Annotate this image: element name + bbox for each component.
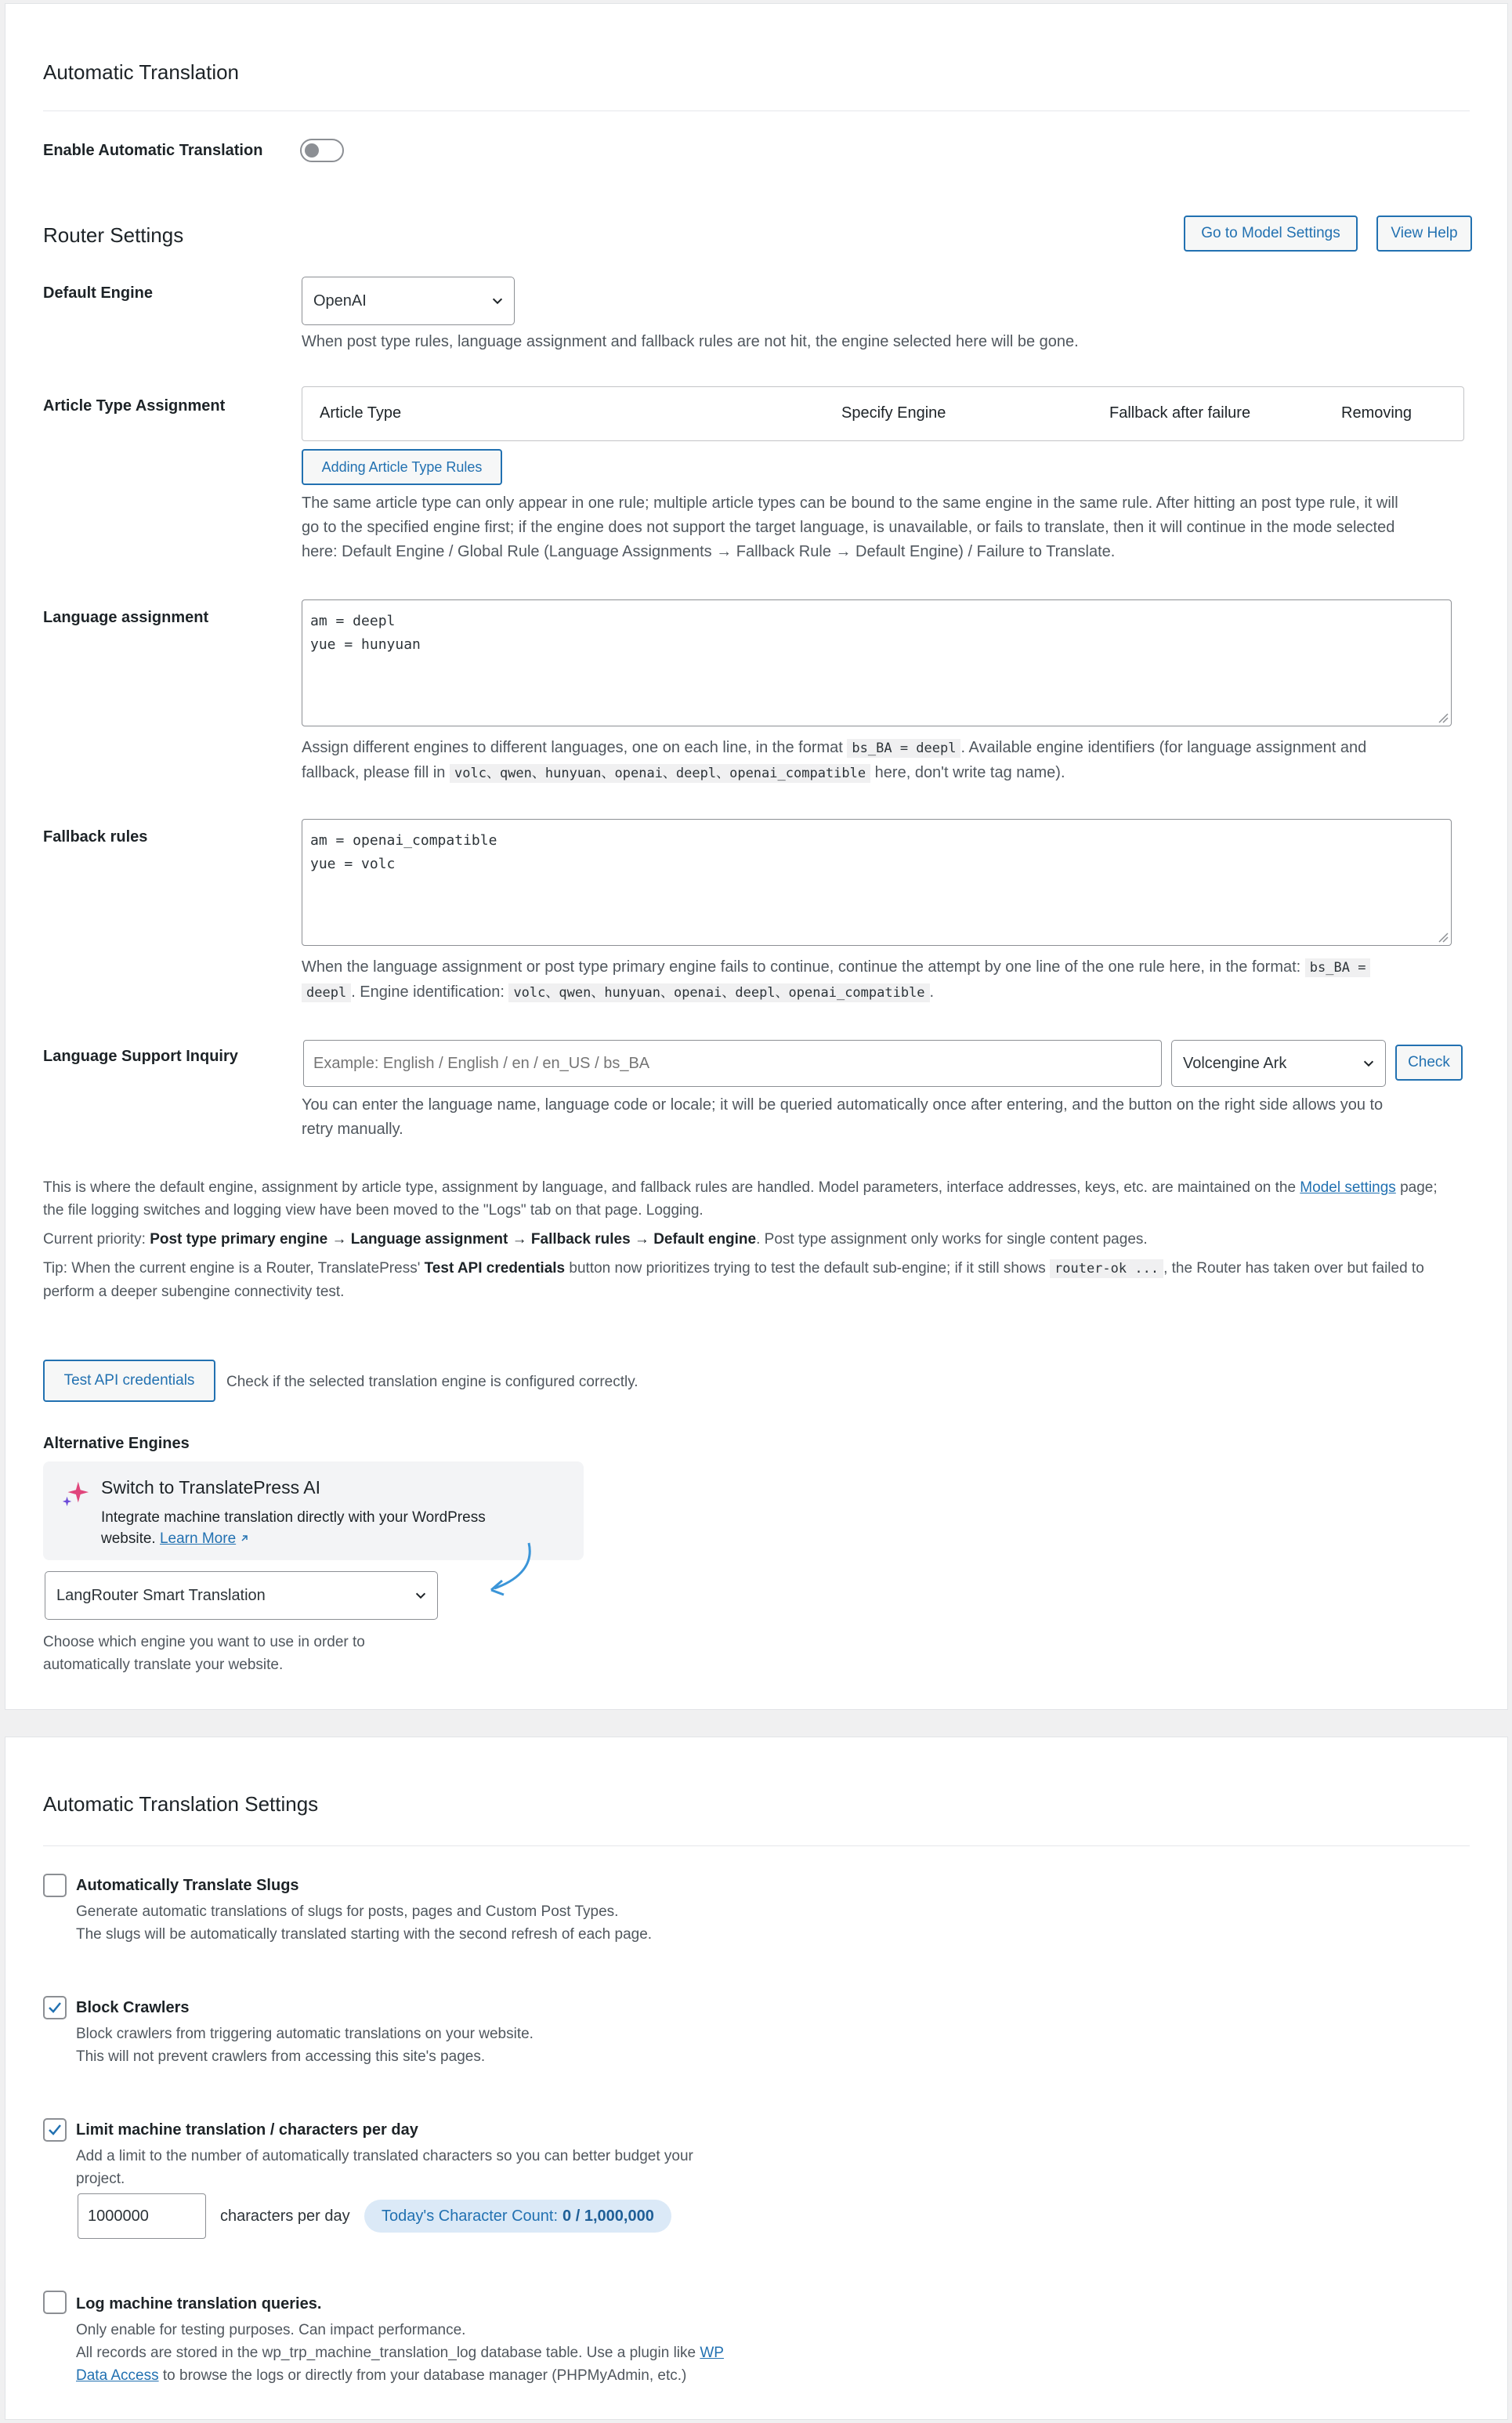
description-line: Block crawlers from triggering automatic translations on your website. — [76, 2026, 534, 2042]
test-api-credentials-button[interactable]: Test API credentials — [43, 1360, 215, 1402]
code-format-example: deepl — [302, 983, 351, 1002]
column-header-specify-engine: Specify Engine — [841, 404, 946, 422]
description-line: retry manually. — [302, 1121, 403, 1138]
translate-slugs-label: Automatically Translate Slugs — [76, 1877, 299, 1894]
fallback-rules-label: Fallback rules — [43, 828, 148, 846]
alternative-engine-description — [43, 1631, 365, 1676]
description-line: project. — [76, 2171, 125, 2187]
description-line: The slugs will be automatically translated starting with the second refresh of each page. — [76, 1926, 653, 1943]
language-inquiry-input[interactable] — [303, 1040, 1162, 1087]
tip-text: Tip: When the current engine is a Router, TranslatePress' — [43, 1260, 421, 1277]
description-text: . — [929, 983, 935, 1001]
description-text: . Engine identification: — [351, 983, 505, 1001]
automatic-translation-settings-card — [5, 1737, 1508, 2420]
wp-data-access-link[interactable]: WP — [700, 2345, 724, 2361]
default-engine-label: Default Engine — [43, 284, 154, 302]
note-text: This is where the default engine, assignment by article type, assignment by language, and fallback rules are handled. Model parameters, interface addresses, keys, etc. are maintained on the — [43, 1179, 1297, 1196]
inquiry-engine-value: Volcengine Ark — [1183, 1054, 1287, 1072]
divider — [43, 1845, 1470, 1846]
log-queries-description — [76, 2319, 781, 2387]
description-text: All records are stored in the wp_trp_machine_translation_log database table. Use a plugin like — [76, 2345, 696, 2361]
promo-text: Integrate machine translation directly with your WordPress — [101, 1509, 486, 1526]
test-api-description: Check if the selected translation engine is configured correctly. — [226, 1374, 638, 1390]
description-line: The same article type can only appear in one rule; multiple article types can be bound to the same engine in the same rule. After hitting an post type rule, it will — [302, 494, 1398, 512]
checkmark-icon — [47, 2000, 63, 2016]
translate-slugs-description — [76, 1900, 652, 1946]
chevron-down-icon — [414, 1588, 428, 1603]
chevron-down-icon — [490, 294, 505, 308]
promo-title: Switch to TranslatePress AI — [101, 1477, 320, 1498]
description-text: Assign different engines to different languages, one on each line, in the format — [302, 739, 843, 756]
resize-grip-icon[interactable] — [1438, 932, 1449, 943]
description-line: Only enable for testing purposes. Can impact performance. — [76, 2322, 466, 2338]
badge-value: 0 / 1,000,000 — [562, 2207, 654, 2225]
description-text: to browse the logs or directly from your database manager (PHPMyAdmin, etc.) — [162, 2367, 687, 2384]
language-assignment-label: Language assignment — [43, 609, 209, 626]
description-text: fallback, please fill in — [302, 764, 446, 781]
description-line: automatically translate your website. — [43, 1657, 284, 1673]
description-line: Choose which engine you want to use in order to — [43, 1634, 365, 1650]
sparkle-icon — [60, 1479, 90, 1508]
go-to-model-settings-button[interactable]: Go to Model Settings — [1184, 215, 1358, 252]
curved-arrow-icon — [480, 1540, 543, 1603]
language-assignment-textarea[interactable]: am = deepl yue = hunyuan — [302, 599, 1452, 726]
code-format-example: bs_BA = deepl — [847, 739, 960, 758]
section-title-automatic-translation: Automatic Translation — [43, 60, 240, 84]
description-line: here: Default Engine / Global Rule (Language Assignments → Fallback Rule → Default Engine) / Failure to Translate. — [302, 543, 1116, 560]
default-engine-select[interactable] — [302, 277, 515, 325]
characters-per-day-input[interactable] — [78, 2193, 206, 2239]
description-text: When the language assignment or post type primary engine fails to continue, continue the attempt by one line of the one rule here, in the format: — [302, 958, 1301, 976]
description-line: go to the specified engine first; if the engine does not support the target language, is unavailable, or fails to translate, then it will continue in the mode selected — [302, 519, 1395, 536]
alternative-engine-value: LangRouter Smart Translation — [56, 1586, 266, 1604]
resize-grip-icon[interactable] — [1438, 712, 1449, 723]
router-notes — [43, 1176, 1485, 1303]
column-header-article-type: Article Type — [320, 404, 402, 422]
note-text: page; — [1400, 1179, 1438, 1196]
toggle-knob — [305, 143, 319, 158]
characters-per-day-unit: characters per day — [220, 2208, 350, 2225]
column-header-removing: Removing — [1341, 404, 1413, 422]
block-crawlers-label: Block Crawlers — [76, 1999, 190, 2016]
tip-bold: Test API credentials — [424, 1260, 566, 1277]
alternative-engine-select[interactable] — [45, 1571, 438, 1620]
description-line: You can enter the language name, language code or locale; it will be queried automatically once after entering, and the button on the right side allows you to — [302, 1096, 1384, 1114]
add-article-type-rule-button[interactable]: Adding Article Type Rules — [302, 449, 502, 485]
language-support-description — [302, 1093, 1477, 1142]
block-crawlers-checkbox[interactable] — [43, 1996, 67, 2019]
model-settings-link[interactable]: Model settings — [1300, 1179, 1396, 1196]
fallback-rules-description — [302, 955, 1477, 1005]
priority-prefix: Current priority: — [43, 1231, 146, 1248]
external-link-icon — [240, 1534, 249, 1543]
limit-translation-checkbox[interactable] — [43, 2118, 67, 2142]
section-title-router-settings: Router Settings — [43, 223, 184, 247]
default-engine-description: When post type rules, language assignment and fallback rules are not hit, the engine selected here will be gone. — [302, 333, 1079, 350]
article-type-description — [302, 491, 1477, 564]
description-line: This will not prevent crawlers from accessing this site's pages. — [76, 2048, 486, 2065]
tip-text: button now prioritizes trying to test the default sub-engine; if it still shows — [569, 1260, 1046, 1277]
language-support-inquiry-label: Language Support Inquiry — [43, 1048, 238, 1065]
inquiry-engine-select[interactable] — [1171, 1040, 1386, 1087]
code-format-example: bs_BA = — [1305, 958, 1371, 977]
character-count-badge — [364, 2200, 671, 2233]
description-text: here, don't write tag name). — [874, 764, 1065, 781]
enable-automatic-translation-toggle[interactable] — [300, 139, 344, 162]
enable-automatic-translation-label: Enable Automatic Translation — [43, 142, 263, 159]
divider — [43, 110, 1470, 111]
priority-order: Post type primary engine → Language assignment → Fallback rules → Default engine — [150, 1231, 757, 1248]
section-title-translation-settings: Automatic Translation Settings — [43, 1792, 319, 1816]
chevron-down-icon — [1362, 1056, 1376, 1070]
view-help-button[interactable]: View Help — [1376, 215, 1472, 252]
priority-suffix: . Post type assignment only works for single content pages. — [756, 1231, 1148, 1248]
description-line: Add a limit to the number of automatically translated characters so you can better budget your — [76, 2148, 693, 2164]
check-button[interactable]: Check — [1395, 1045, 1463, 1081]
article-type-assignment-label: Article Type Assignment — [43, 397, 226, 415]
alternative-engines-label: Alternative Engines — [43, 1435, 190, 1452]
fallback-rules-textarea[interactable]: am = openai_compatible yue = volc — [302, 819, 1452, 946]
code-engine-identifiers: volc、qwen、hunyuan、openai、deepl、openai_compatible — [508, 983, 929, 1002]
tip-text: perform a deeper subengine connectivity test. — [43, 1284, 345, 1300]
block-crawlers-description — [76, 2023, 534, 2068]
tip-text: , the Router has taken over but failed to — [1163, 1260, 1424, 1277]
default-engine-value: OpenAI — [313, 292, 367, 310]
limit-translation-description — [76, 2145, 693, 2190]
learn-more-link[interactable]: Learn More — [159, 1530, 237, 1547]
description-text: . Available engine identifiers (for language assignment and — [960, 739, 1367, 756]
language-assignment-description — [302, 736, 1477, 786]
note-text: the file logging switches and logging view have been moved to the "Logs" tab on that page. Logging. — [43, 1202, 704, 1219]
checkmark-icon — [47, 2122, 63, 2138]
router-ok-code: router-ok ... — [1050, 1259, 1163, 1278]
wp-data-access-link[interactable]: Data Access — [76, 2367, 159, 2384]
automatic-translation-card — [5, 3, 1508, 1710]
log-queries-label: Log machine translation queries. — [76, 2295, 322, 2313]
limit-translation-label: Limit machine translation / characters per day — [76, 2121, 418, 2139]
code-engine-identifiers: volc、qwen、hunyuan、openai、deepl、openai_compatible — [450, 764, 870, 783]
badge-label: Today's Character Count: — [382, 2207, 559, 2225]
column-header-fallback: Fallback after failure — [1109, 404, 1251, 422]
translate-slugs-checkbox[interactable] — [43, 1874, 67, 1897]
description-line: Generate automatic translations of slugs for posts, pages and Custom Post Types. — [76, 1903, 619, 1920]
log-queries-checkbox[interactable] — [43, 2291, 67, 2314]
article-type-rules-table — [302, 386, 1464, 441]
promo-text: website. — [101, 1530, 156, 1547]
